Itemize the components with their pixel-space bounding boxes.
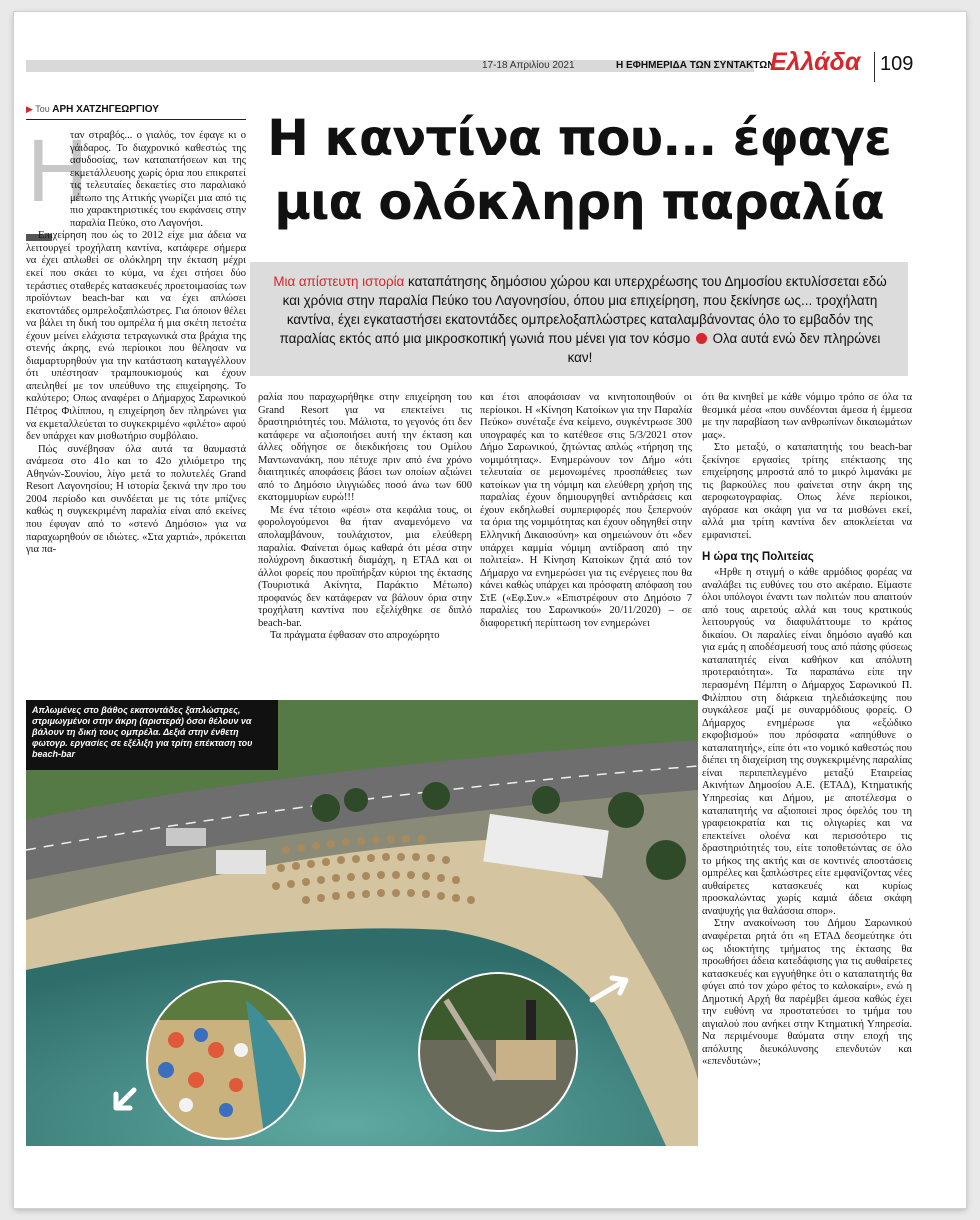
column-3 [480,392,692,630]
byline [26,104,246,120]
headline-line-2: μια ολόκληρη παραλία [274,173,884,231]
lead-tail: Ολα αυτά ενώ δεν πληρώνει καν! [567,331,881,365]
paragraph: και έτσι αποφάσισαν να κινητοποιηθούν οι περίοικοι. Η «Κίνηση Κατοίκων για την Παραλία Πεύκο» συνέταξε ένα κείμενο, συγκέντρωσε 300 υπογραφές και το κατέθεσε στις 5/3/2021 στον Δήμο Σαρωνικού, ζητώντας απλώς «τήρηση της νομιμότητας». Ενημερώνουν τον Δήμο «ότι τελευταία σε μεμονωμένες προσπάθειες των κατοίκων για τη νόμιμη και ελεύθερη χρήση της παραλίας έχουν δημιουργηθεί αντιδράσεις και έχουν εκδηλωθεί συμπεριφορές που ξεπερνούν τα όρια της νομιμότητας και έχουν οδηγηθεί στην Ελληνική Δικαιοσύνη» και σημειώνουν ότι «δεν υπάρχει καμμία νόμιμη αντίδραση από την πολιτεία». Η Κίνηση Κατοίκων ζητά από τον Δήμαρχο να ενημερώσει για τις ενέργειες που θα κάνει καθώς υπάρχει και πρόσφατη απόφαση του ΣτΕ («Εφ.Συν.» «Επιστρέφουν στο Δημόσιο 7 παραλίες του Σαρωνικού» 20/11/2020) – σε διαφορετική περίπτωση τον ενημερώνει [480,392,692,629]
headline-line-1: Η καντίνα που... έφαγε [267,109,891,167]
photo-caption: Απλωμένες στο βάθος εκατοντάδες ξαπλώστρες, στριμωγμένοι στην άκρη (αριστερά) όσοι θέλουν να βάλουν τη δική τους ομπρέλα. Δεξιά στην ένθετη φωτογρ. εργασίες σε εξέλιξη για τρίτη επέκταση του beach-bar [26,700,278,770]
subheading: Η ώρα της Πολιτείας [702,550,814,563]
paragraph: Τα πράγματα έφθασαν στο απροχώρητο [270,630,440,642]
page-number: 109 [880,53,914,75]
newspaper-name: Η ΕΦΗΜΕΡΙΔΑ ΤΩΝ ΣΥΝΤΑΚΤΩΝ [616,60,775,71]
dropcap: Η [26,123,90,221]
paragraph: Πώς συνέβησαν όλα αυτά τα θαυμαστά ανάμεσα στο 41ο και το 42ο χιλιόμετρο της Αθηνών-Σουνίου, λίγο μετά το πολυτελές Grand Resort Λαγονησίου; Η ιστορία ξεκινά την προ του 2004 περίοδο και συνδέεται με τις τότε μπίζνες καθώς η συγκεκριμένη παραλία είναι από εκείνες που έφυγαν από το «στενό Δημόσιο» για να παραχωρηθούν σε ιδιώτες. «Στα χαρτιά», πρόκειται για πα- [26,443,246,556]
lead-box [250,262,908,376]
paragraph: ότι θα κινηθεί με κάθε νόμιμο τρόπο σε όλα τα θεσμικά μέσα «που συνδέονται άμεσα ή έμμεσα με την παραβίαση των ανθρωπίνων δικαιωμάτων μας». [702,392,912,441]
bullet-dot-icon [696,333,707,344]
page-header [26,48,964,90]
paragraph: Στο μεταξύ, ο καταπατητής του beach-bar ξεκίνησε εργασίες τρίτης επέκτασης της επιχείρησης μπροστά από το μικρό λιμανάκι με τις βαρκούλες που φαίνεται στην άκρη της αεροφωτογραφίας. Οπως λένε περίοικοι, αγόρασε και σκάφη για να τα μισθώνει εκεί, αλλά μια τρίτη καντίνα δεν αποκλείεται να εμφανιστεί. [702,442,912,542]
headline [254,106,904,234]
column-2 [258,392,472,643]
column-1 [26,123,246,557]
lead-text: καταπάτησης δημόσιου χώρου και υπερχρέωσης του Δημοσίου εκτυλίσσεται εδώ και χρόνια στην παραλία Πεύκο του Λαγονησίου, όπου μια επιχείρηση, που ξεκίνησε ως... τροχήλατη καντίνα, έχει εγκαταστήσει εκατοντάδες ομπρελοξαπλώστρες καταλαμβάνοντας όλο το εμβαδόν της παραλίας εκτός από μια μικροσκοπική γωνιά που μένει για τον κόσμο [279,274,887,346]
paragraph: ραλία που παραχωρήθηκε στην επιχείρηση του Grand Resort για να επεκτείνει τις δραστηριότητές του. Μάλιστα, το γεγονός ότι δεν κατάφερε να αξιοποιήσει αυτή την έκταση και άλλες οδήγησε σε διεκδικήσεις του Ομίλου Μαντωνανάκη, που πέτυχε πριν από ένα χρόνο διαιτητικές αποφάσεις βάσει των οποίων αξιώνει από το Δημόσιο ιλιγγιώδες ποσό άνω των 600 εκατομμυρίων ευρώ!!! [258,392,472,504]
issue-date: 17-18 Απριλίου 2021 [482,60,575,71]
paragraph: «Ηρθε η στιγμή ο κάθε αρμόδιος φορέας να αναλάβει τις ευθύνες του στο ακέραιο. Είμαστε όλοι υπόλογοι έναντι των πολιτών που απαιτούν από τους αιρετούς αλλά και τους κρατικούς λειτουργούς να διαφυλάττουμε το κράτος δικαίου. Οι παραλίες είναι δημόσιο αγαθό και για εμάς η αποδέσμευσή τους από πάσης φύσεως καταπατητές είναι καθήκον και απόλυτη προτεραιότητα». Τα παραπάνω είπε την περασμένη Πέμπτη ο Δήμαρχος Σαρωνικού Π. Φιλίππου στη διάρκεια τηλεδιάσκεψης που συγκάλεσε μαζί με συναρμόδιους φορείς. Ο Δήμαρχος ενημέρωσε για «εξώδικο εκφοβισμού» που πρόσφατα «απηύθυνε ο καταπατητής», είπε ότι «το νομικό καθεστώς που διέπει τη διαχείριση της συγκεκριμένης παραλίας είναι περιπεπλεγμένο μεταξύ Εταιρείας Ακινήτων Δημοσίου Α.Ε. (ΕΤΑΔ), Κτηματικής Υπηρεσίας και Δήμου, με αποτέλεσμα ο καταπατητής να αξιοποιεί προς όφελός του τη γραφειοκρατία και τις ολιγωρίες και να επεκτείνει ολοένα και περισσότερο τις δραστηριότητές του, είτε τοποθετώντας σε όλο το μήκος της ακτής και σε κοντινές αποστάσεις ομπρέλες και ξαπλώστρες είτε εμφανίζοντας νέες αυθαίρετες κατασκευές και κυρίως προσκαλώντας χωρίς καμιά άδεια σκάφη αναψυχής για θαλάσσια σπορ». [702,567,912,917]
byline-prefix: Του [35,104,50,114]
column-4 [702,392,912,1069]
lead-highlight: Μια απίστευτη ιστορία [273,274,405,289]
paragraph: Επιχείρηση που ώς το 2012 είχε μια άδεια να λειτουργεί τροχήλατη καντίνα, κατάφερε σήμερα να έχει απλωθεί σε ολόκληρη την έκταση μέχρι εκεί που σκάει το κύμα, να έχει στήσει δύο τεράστιες σταθερές κατασκευές προετοιμασίας των προϊόντων beach-bar και να έχει απλώσει εκατοντάδες ομπρελοξαπλώστρες. Για όποιον θέλει να βάλει τη δική του ομπρέλα ή μια σκέτη πετσέτα έχουν μείνει ελάχιστα τετραγωνικά στα βράχια της στενής άκρης, ενώ περίοικοι που θέλησαν να διαμαρτυρηθούν για την κατάσταση καταγγέλλουν ότι υπέστησαν τραμπουκισμούς και έχουν απειληθεί με τον υπεύθυνο της επιχείρησης. Το καλύτερο; Οπως αναφέρει ο Δήμαρχος Σαρωνικού Πέτρος Φιλίππου, η επιχείρηση δεν πληρώνει για να εκμεταλλεύεται το συγκεκριμένο «φιλέτο» αφού δεν υπάρχει καν μισθωτήριο συμβόλαιο. [26,230,246,443]
paragraph: Στην ανακοίνωση του Δήμου Σαρωνικού αναφέρεται ρητά ότι «η ΕΤΑΔ δεσμεύτηκε ότι ως ιδιοκτήτης τμήματος της έκτασης θα προωθήσει άδεια κατεδάφισης για τις αυθαίρετες κατασκευές και εγγυήθηκε ότι ο καταπατητής θα φύγει από τον χώρο φέτος το καλοκαίρι», ενώ η Δημοτική Αρχή θα παρέμβει άμεσα καθώς έχει την ευθύνη να προστατεύσει το τμήμα του αιγιαλού που ανήκει στην Κτηματική Υπηρεσία. Να περιμένουμε θαύματα στην εποχή της απόλυτης διευκόλυνσης επενδυτών και «επενδυτών»; [702,918,912,1068]
section-name: Ελλάδα [770,48,861,76]
paragraph: Με ένα τέτοιο «φέσι» στα κεφάλια τους, οι φορολογούμενοι θα ήταν αναμενόμενο να απολαμβάνουν, τουλάχιστον, μια ελεύθερη παραλία. Φαίνεται όμως καθαρά ότι μέσα στην πολύχρονη δικαστική διαμάχη, η ΕΤΑΔ και οι άλλοι φορείς που προϊπήρξαν κύριοι της έκτασης (Τουριστικά Ακίνητα, Παράκτιο Μέτωπο) προφανώς δεν κατάφεραν να βάλουν όρια στην τροχήλατη καντίνα που εξελίχθηκε σε διπλό beach-bar. [258,504,472,629]
byline-author: ΑΡΗ ΧΑΤΖΗΓΕΩΡΓΙΟΥ [52,104,159,115]
triangle-icon: ▶ [26,104,33,114]
paragraph: ταν στραβός... ο γιαλός, τον έφαγε κι ο γάιδαρος. Το διαχρονικό καθεστώς της ασυδοσίας, των καταπατήσεων και της εκμετάλλευσης χωρίς όρια που επικρατεί τις τελευταίες δεκαετίες στο παραλιακό μέτωπο της Αττικής γνωρίζει μια από τις πιο χαρακτηριστικές του εκφάνσεις στην παραλία Πεύκο, στο Λαγονήσι. [70,130,246,229]
header-divider [874,52,875,82]
aerial-photo [26,700,698,1146]
